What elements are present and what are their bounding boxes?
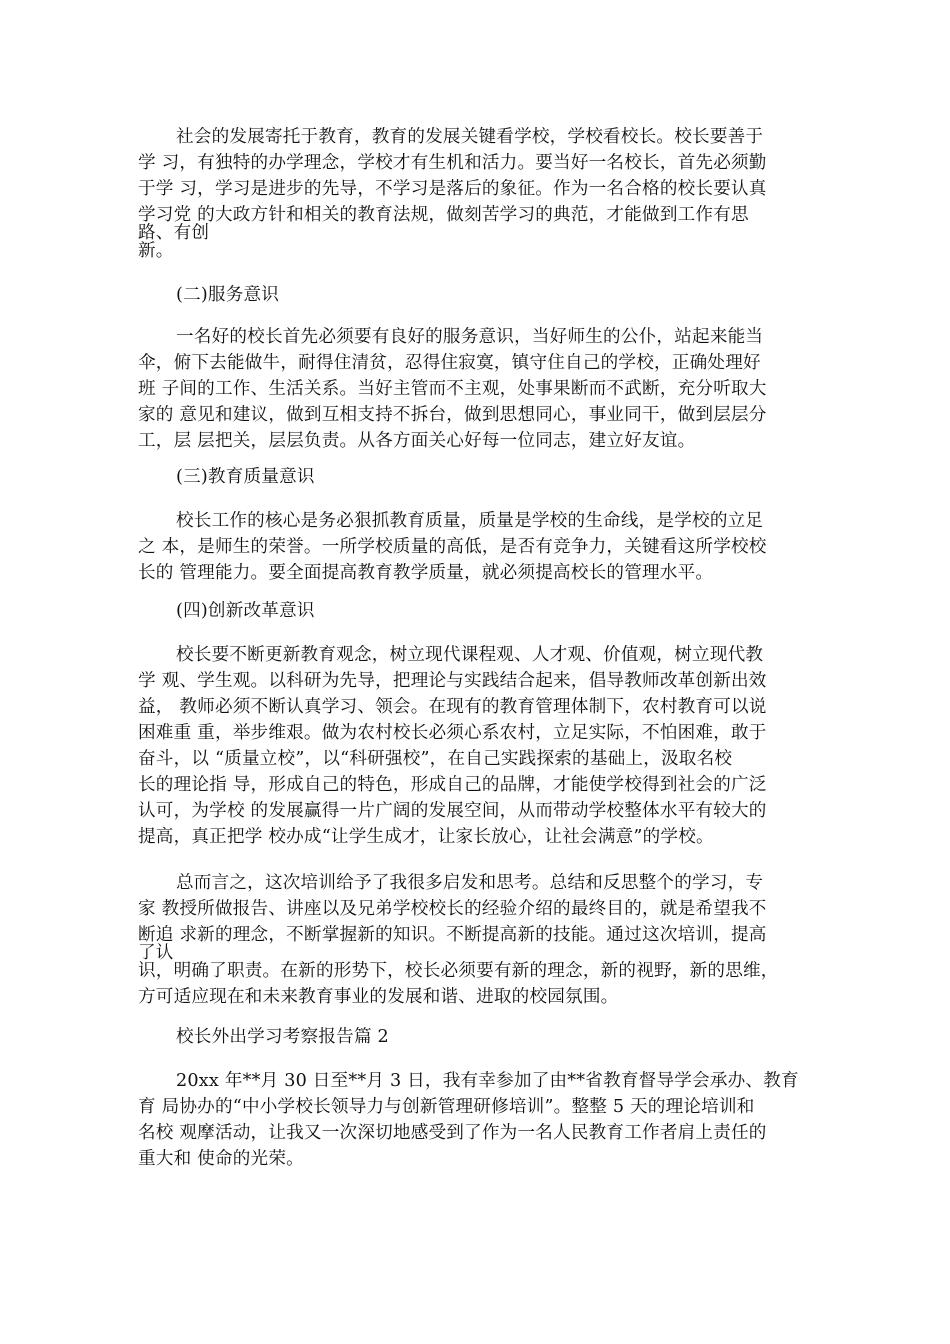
report-title: 校长外出学习考察报告篇 2 — [176, 1027, 389, 1047]
section-heading-quality: (三)教育质量意识 — [176, 467, 315, 487]
text-line: 长的理论指 导，形成自己的特色，形成自己的品牌，才能使学校得到社会的广泛 — [138, 775, 767, 795]
section-heading-innovation: (四)创新改革意识 — [176, 601, 315, 621]
text-line: 名校 观摩活动，让我又一次深切地感受到了作为一名人民教育工作者肩上责任的 — [138, 1123, 767, 1143]
text-line: 校长工作的核心是务必狠抓教育质量，质量是学校的生命线，是学校的立足 — [176, 511, 764, 531]
text-line: 路、有创 — [138, 223, 210, 243]
text-line: 提高，真正把学 校办成“让学生成才，让家长放心，让社会满意”的学校。 — [138, 827, 714, 847]
text-line: 奋斗，以 “质量立校”，以“科研强校”，在自己实践探索的基础上，汲取名校 — [138, 749, 733, 769]
text-line: 20xx 年**月 30 日至**月 3 日，我有幸参加了由**省教育督导学会承办、教育 — [176, 1071, 799, 1091]
text-line: 益， 教师必须不断认真学习、领会。在现有的教育管理体制下，农村教育可以说 — [138, 697, 767, 717]
text-line: 一名好的校长首先必须要有良好的服务意识，当好师生的公仆，站起来能当 — [176, 327, 764, 347]
text-line: 识，明确了职责。在新的形势下，校长必须要有新的理念，新的视野，新的思维， — [138, 961, 779, 981]
text-line: 家 教授所做报告、讲座以及兄弟学校校长的经验介绍的最终目的，就是希望我不 — [138, 899, 767, 919]
text-line: 新。 — [138, 241, 174, 261]
text-line: 伞，俯下去能做牛，耐得住清贫，忍得住寂寞，镇守住自己的学校，正确处理好 — [138, 353, 761, 373]
text-line: 学 习，有独特的办学理念，学校才有生机和活力。要当好一名校长，首先必须勤 — [138, 153, 767, 173]
text-line: 工，层 层把关，层层负责。从各方面关心好每一位同志，建立好友谊。 — [138, 431, 696, 451]
section-heading-service: (二)服务意识 — [176, 285, 280, 305]
text-line: 班 子间的工作、生活关系。当好主管而不主观，处事果断而不武断，充分听取大 — [138, 379, 767, 399]
text-line: 认可，为学校 的发展赢得一片广阔的发展空间，从而带动学校整体水平有较大的 — [138, 801, 767, 821]
text-line: 总而言之，这次培训给予了我很多启发和思考。总结和反思整个的学习，专 — [176, 873, 764, 893]
text-line: 断追 求新的理念，不断掌握新的知识。不断提高新的技能。通过这次培训，提高 — [138, 925, 767, 945]
text-line: 之 本，是师生的荣誉。一所学校质量的高低，是否有竞争力，关键看这所学校校 — [138, 537, 767, 557]
text-line: 家的 意见和建议，做到互相支持不拆台，做到思想同心，事业同干，做到层层分 — [138, 405, 767, 425]
text-line: 学习党 的大政方针和相关的教育法规，做刻苦学习的典范，才能做到工作有思 — [138, 205, 749, 225]
text-line: 困难重 重，举步维艰。做为农村校长必须心系农村，立足实际，不怕困难，敢于 — [138, 723, 767, 743]
text-line: 于学 习，学习是进步的先导，不学习是落后的象征。作为一名合格的校长要认真 — [138, 179, 767, 199]
text-line: 校长要不断更新教育观念，树立现代课程观、人才观、价值观，树立现代教 — [176, 645, 764, 665]
text-line: 社会的发展寄托于教育，教育的发展关键看学校，学校看校长。校长要善于 — [176, 127, 764, 147]
text-line: 方可适应现在和未来教育事业的发展和谐、进取的校园氛围。 — [138, 987, 619, 1007]
text-line: 学 观、学生观。以科研为先导，把理论与实践结合起来，倡导教师改革创新出效 — [138, 671, 767, 691]
text-line: 了认 — [138, 943, 174, 963]
text-line: 重大和 使命的光荣。 — [138, 1149, 304, 1169]
text-line: 育 局协办的“中小学校长领导力与创新管理研修培训”。整整 5 天的理论培训和 — [138, 1097, 755, 1117]
text-line: 长的 管理能力。要全面提高教育教学质量，就必须提高校长的管理水平。 — [138, 563, 714, 583]
